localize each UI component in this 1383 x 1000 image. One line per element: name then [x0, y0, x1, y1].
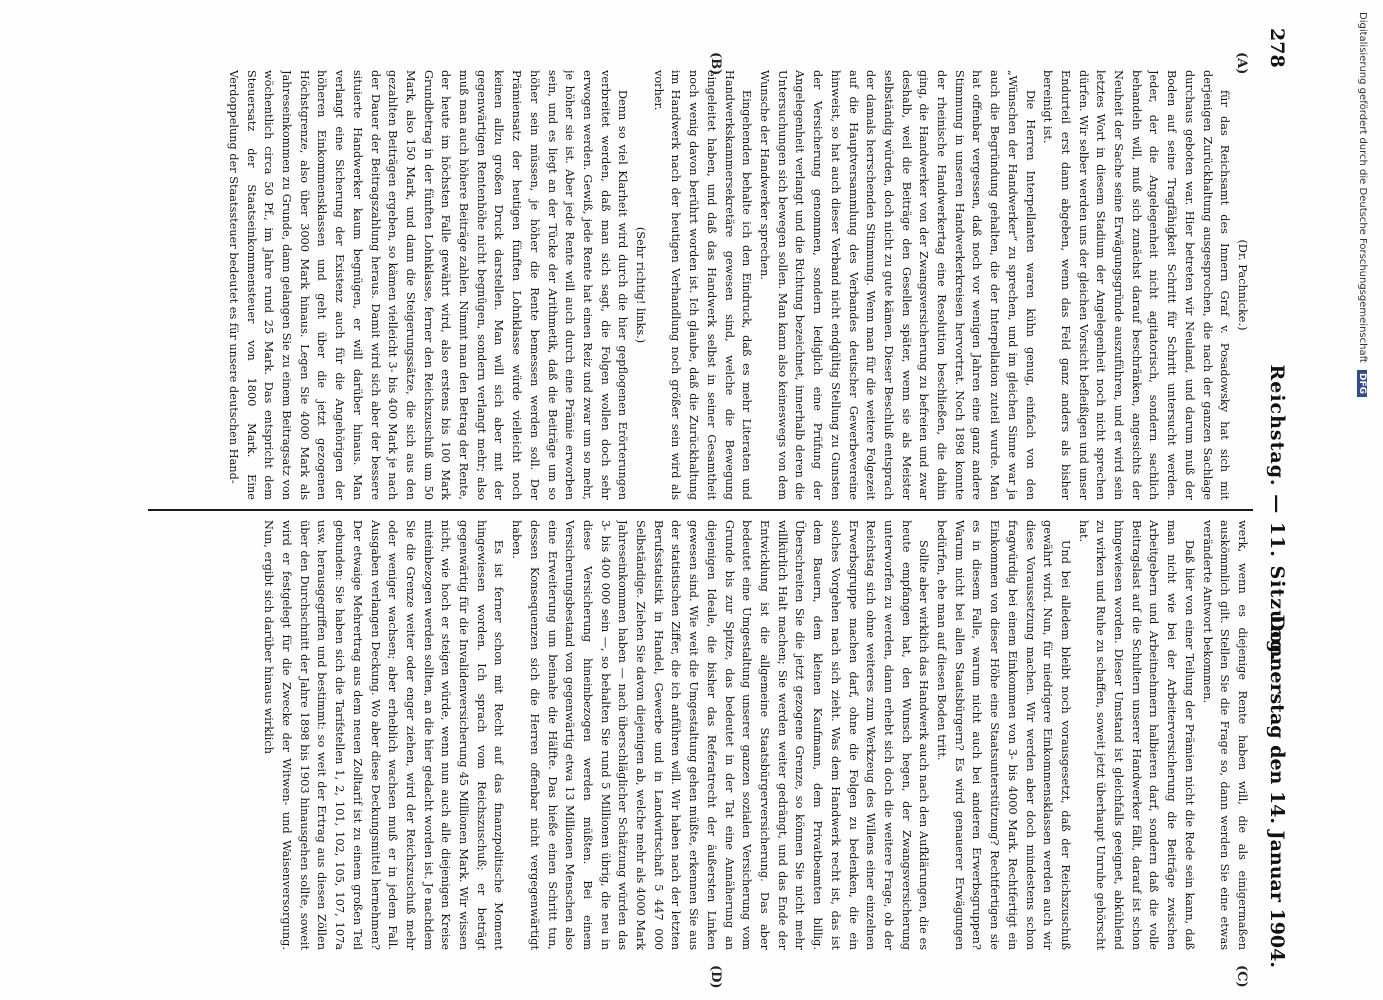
right-column	[151, 520, 1251, 950]
paragraph: Daß hier von einer Teilung der Prämien nicht die Rede sein kann, daß man nicht wie bei der Arbeiterversicherung die Beiträge zwischen Arbeitgebern und Arbeitnehmern halbieren darf, sondern daß die volle Beitragslast auf die Schultern unserer Handwerker fällt, darauf ist schon hingewiesen worden. Dieser Umstand ist gleichfalls geeignet, abkühlend zu wirken und Ruhe zu schaffen, soweit jetzt überhaupt Unruhe gehörscht hat.	[1076, 520, 1196, 950]
paragraph: für das Reichsamt des Innern Graf v. Posadowsky hat sich mit derjenigen Zurückhaltung ausgesprochen, die nach der ganzen Sachlage durchaus geboten war. Hier betreten wir Neuland, und darum muß der Boden auf seine Tragfähigkeit Schritt für Schritt untersucht werden. Jeder, der die Angelegenheit nicht agitatorisch, sondern sachlich behandeln will, muß sich zunächst darauf beschränken, angesichts der Neuheit der Sache seine Erwägungsgründe auszuführen, und er wird sein letztes Wort in diesem Stadium der Angelegenheit noch nicht sprechen dürfen. Wir selber werden uns der gleichen Vorsicht befleißigen und unser Endurteil erst dann abgeben, wenn das Feld ganz anders als bisher bereinigt ist.	[1041, 70, 1232, 500]
margin-marker-b: (B)	[708, 52, 723, 76]
dfg-logo: DFG	[1357, 370, 1367, 397]
left-column	[151, 70, 1251, 500]
paragraph: Es ist ferner schon mit Recht auf das finanzpolitische Moment hingewiesen worden. Ich sprach vom Reichszuschuß; er beträgt gegenwärtig für die Invalidenversicherung 45 Millionen Mark. Wir wissen nicht, wie hoch er steigen würde, wenn nun auch alle diejenigen Kreise miteinbezogen werden sollten, an die hier gedacht worden ist. Je nachdem Sie die Grenze weiter oder enger ziehen, wird der Reichszuschuß mehr oder weniger wachsen; aber erheblich wachsen muß er in jedem Fall. Ausgaben verlangen Deckung. Wo aber diese Deckungsmittel hernehmen? Der etwaige Mehrertrag aus dem neuen Zolltarif ist zu einem großen Teil gebunden: Sie haben sich die Tarifstellen 1, 2, 101, 102, 105, 107, 107a usw. herausgegriffen und bestimmt: so weit der Ertrag aus diesen Zöllen über den Durchschnitt der Jahre 1898 bis 1903 hinausgehen sollte, soweit wird er festgelegt für die Zwecke der Witwen- und Waisenversorgung. Nun, ergibt sich darüber hinaus wirklich	[262, 520, 506, 950]
credit-text: Digitalisierung gefördert durch die Deutsche Forschungsgemeinschaft	[1357, 12, 1368, 363]
paragraph: Sollte aber wirklich das Handwerk auch nach den Aufklärungen, die es heute empfangen hat, den Wunsch hegen, der Zwangsversicherung unterworfen zu werden, dann erhebt sich doch die weitere Frage, ob der Reichstag sich ohne weiteres zum Werkzeug des Willens einer einzelnen Erwerbsgruppe machen darf, ohne die Folgen zu bedenken, die ein solches Vorgehen nach sich zieht. Was dem Handwerk recht ist, das ist dem Bauern, dem kleinen Kaufmann, dem Privatbeamten billig. Überschreiten Sie die jetzt gezogene Grenze, so können Sie nicht mehr willkürlich Halt machen; Sie werden weiter gedrängt, und das Ende der Entwicklung ist die allgemeine Staatsbürgerversicherung. Das aber bedeutet eine Umgestaltung unserer ganzen sozialen Versicherung vom Grunde bis zur Spitze, das bedeutet in der Tat eine Annäherung an diejenigen Ideale, die bisher das Referatrecht der äußersten Linken gewesen sind. Wie weit die Umgestaltung gehen müßte, erkennen Sie aus der statistischen Ziffer, die ich anführen will. Wir haben nach der letzten Berufsstatistik in Handel, Gewerbe und in Landwirtschaft 5 447 000 Selbständige. Ziehen Sie davon diejenigen ab, welche mehr als 4000 Mark Jahreseinkommen haben — nach überschläglicher Schätzung würden das 3- bis 400 000 sein —, so behalten Sie rund 5 Millionen übrig, die neu in diese Versicherung hineinbezogen werden müßten. Bei einem Versicherungsbestand von gegenwärtig etwa 13 Millionen Menschen also eine Erweiterung um beinahe die Hälfte. Das hieße einen Schritt tun, dessen Konsequenzen sich die Herren offenbar nicht vergegenwärtigt haben.	[510, 520, 931, 950]
digitization-credit	[1357, 12, 1368, 397]
speaker-name: (Dr. Pachnicke.)	[1236, 239, 1249, 331]
page-header	[1258, 28, 1288, 968]
page-number: 278	[1266, 28, 1288, 68]
margin-marker-d: (D)	[708, 965, 723, 989]
paragraph: werk, wenn es diejenige Rente haben will, die als einigermaßen auskömmlich gilt. Stellen Sie die Frage so, dann werden Sie eine etwas veränderte Antwort bekommen.	[1200, 520, 1249, 950]
session-date: Donnerstag den 14. Januar 1904.	[1266, 614, 1288, 968]
paragraph: Die Herren Interpellanten waren kühn genug, einfach von den „Wünschen der Handwerker“ zu sprechen, und im gleichen Sinne war ja auch die Begründung gehalten, die der Interpellation zuteil wurde. Man hat offenbar vergessen, daß noch vor wenigen Jahren eine ganz andere Stimmung in unseren Handwerkerkreisen hervortrat. Noch 1898 konnte der rheinische Handwerkertag eine Resolution beschließen, die dahin ging, die Handwerker von der Zwangsversicherung zu befreien und zwar deshalb, weil die Beiträge den Gesellen später, wenn sie als Meister selbständig würden, doch nicht zu gute kämen. Dieser Beschluß entsprach der damals herrschenden Stimmung. Wenn man für die weitere Folgezeit auf die Hauptversammlung des Verbandes deutscher Gewerbevereine hinweist, so hat auch dieser Verband nicht endgültig Stellung zu Gunsten der Versicherung genommen, sondern lediglich eine Prüfung der Angelegenheit verlangt und die Richtung bezeichnet, innerhalb deren die Untersuchungen sich bewegen sollen. Man kann also keineswegs von dem Wunsche der Handwerker sprechen.	[758, 70, 1037, 500]
page-title: Reichstag. — 11. Sitzung.	[1266, 364, 1288, 662]
paragraph: Denn so viel Klarheit wird durch die hier gepflogenen Erörterungen verbreitet werden, daß man sich sagt, die Folgen wollen doch sehr erwogen werden. Gewiß, jede Rente hat einen Reiz und zwar um so mehr, je höher sie ist. Aber jede Rente will auch durch eine Prämie erworben sein, und es liegt an der Tücke der Arithmetik, daß die Beiträge um so höher sein müssen, je höher die Rente bemessen werden soll. Der Prämiensatz der heutigen fünften Lohnklasse würde vielleicht noch keinen allzu großen Druck darstellen. Man will sich aber mit der gegenwärtigen Rentenhöhe nicht begnügen, sondern verlangt mehr; also muß man auch höhere Beiträge zahlen. Nimmt man den Betrag der Rente, der heute im höchsten Falle gewährt wird, also erstens bis 100 Mark Grundbetrag in der fünften Lohnklasse, ferner den Reichszuschuß um 50 Mark, also 150 Mark, und dann die Steigerungssätze, die sich aus den gezahlten Beiträgen ergeben, so kämen vielleicht 3- bis 400 Mark je nach der Dauer der Beitragszahlung heraus. Damit wird sich aber der bessere situierte Handwerker kaum begnügen, er will darüber hinaus. Man verlangt eine Sicherung der Existenz auch für die Angehörigen der höheren Einkommensklassen und geht über die jetzt gezogenen Höchstgrenze, also über 3000 Mark hinaus. Legen Sie 4000 Mark als Jahreseinkommen zu Grunde, dann gelangen Sie zu einem Beitragsatz von wöchentlich circa 50 Pf., im Jahre rund 25 Mark. Das entspricht dem Steuersatz der Staatseinkommensteuer von 1800 Mark. Eine Verdoppelung der Staatssteuer bedeutet es für unsere deutschen Hand-	[226, 70, 630, 500]
margin-marker-a: (A)	[1234, 52, 1249, 75]
paragraph: Eingehenden behalte ich den Eindruck, daß es mehr Literaten und Handwerkskammersekretäre gewesen sind, welche die Bewegung eingeleitet haben, und daß das Handwerk selbst in seiner Gesamtheit noch wenig davon berührt worden ist. Ich glaube, daß die Zurückhaltung im Handwerk nach der heutigen Verhandlung noch größer sein wird als vorher.	[651, 70, 754, 500]
paragraph: Und bei alledem bleibt noch vorausgesetzt, daß der Reichszuschuß gewährt wird. Nun, für niedrigere Einkommensklassen werden auch wir diese Voraussetzung machen. Wir werden aber doch mindestens schon fragwürdig bei einem Einkommen von 3- bis 4000 Mark. Rechtfertigt ein Einkommen von dieser Höhe eine Staatsunterstützung? Rechtfertigen sie es in diesem Falle, warum nicht auch bei anderen Erwerbsgruppen? Warum nicht bei allen Staatsbürgern? Es wird genauerer Erwägungen bedürfen, ehe man auf diesen Boden tritt.	[935, 520, 1072, 950]
margin-marker-c: (C)	[1234, 965, 1249, 988]
interjection: (Sehr richtig! links.)	[634, 226, 648, 344]
column-divider	[148, 509, 1253, 511]
